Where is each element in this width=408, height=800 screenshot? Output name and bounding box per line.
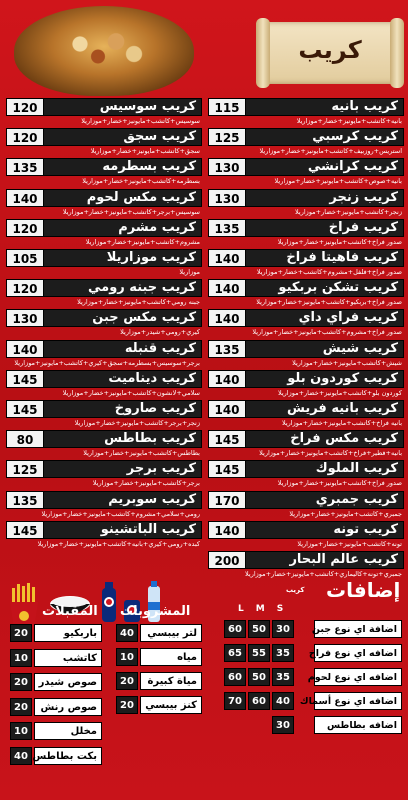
item-description: صدور فراخ+بربكيو+كاتشب+مايونيز+خضار+موزاريلا — [256, 298, 402, 307]
menu-item[interactable] — [208, 551, 404, 581]
item-name: كريب بانيه — [331, 99, 398, 114]
item-name: كريب بسطرمه — [102, 159, 196, 175]
menu-item[interactable] — [208, 249, 404, 279]
addon-price-s: 30 — [272, 716, 294, 734]
item-price: 120 — [6, 219, 44, 237]
item-name: كريب ديناميت — [108, 370, 196, 386]
item-description: استريس+روزبيف+كاتشب+مايونيز+خضار+موزاريلا — [259, 147, 402, 156]
item-description: بانيه+كاتشب+مايونيز+خضار+موزاريلا — [296, 117, 402, 125]
item-price: 145 — [208, 430, 246, 448]
item-name: كريب بانيه فريش — [286, 401, 398, 416]
appetizer-row[interactable] — [10, 624, 102, 642]
item-description: سوسيس+كاتشب+مايونيز+خضار+موزاريلا — [81, 117, 200, 125]
item-description: صدور فراخ+فلفل+مشروم+كاتشب+خضار+موزاريلا — [256, 268, 402, 276]
menu-item[interactable] — [208, 128, 404, 158]
size-s: S — [276, 604, 296, 614]
item-price: 140 — [208, 249, 246, 267]
addon-price-l: 70 — [224, 692, 246, 710]
appetizers-title: المقبلات — [42, 604, 98, 619]
addon-row[interactable] — [212, 716, 402, 734]
item-description: برجر+سوسيس+بسطرمه+سجق+كيري+كاتشب+مايونيز+موزاريلا — [14, 358, 200, 367]
item-description: جبنه رومي+كاتشب+مايونيز+خضار+موزاريلا — [77, 298, 200, 307]
item-name: كريب فراي داي — [298, 310, 398, 326]
addon-price-s: 40 — [272, 692, 294, 710]
addon-price-l: 60 — [224, 668, 246, 686]
drink-label: لتر بيبسي — [140, 624, 202, 642]
appetizer-row[interactable] — [10, 698, 102, 716]
size-l: L — [238, 604, 256, 614]
menu-item[interactable] — [6, 189, 202, 219]
item-price: 145 — [6, 400, 44, 418]
menu-item[interactable] — [6, 98, 202, 128]
menu-item[interactable] — [208, 370, 404, 400]
drink-row[interactable] — [116, 672, 202, 690]
item-price: 125 — [6, 460, 44, 478]
addon-row[interactable] — [212, 692, 402, 710]
addon-label: اضافه اي نوع لحوم — [314, 668, 402, 686]
item-price: 135 — [6, 491, 44, 509]
menu-item[interactable] — [6, 521, 202, 551]
item-name: كريب مشرم — [118, 219, 196, 235]
appetizer-label: بكت بطاطس — [34, 747, 102, 765]
menu-item[interactable] — [6, 279, 202, 309]
menu-item[interactable] — [208, 309, 404, 339]
size-header — [238, 604, 295, 614]
appetizer-label: صوص شيدر — [34, 673, 102, 691]
item-description: جمبري+كاتشب+مايونيز+خضار+موزاريلا — [289, 509, 402, 518]
item-description: سجق+كاتشب+مايونيز+خضار+موزاريلا — [90, 147, 200, 156]
item-price: 130 — [208, 158, 246, 176]
addon-price-l: 60 — [224, 620, 246, 638]
drinks-title: المشروبات — [120, 604, 191, 619]
item-name: كريب موزاريلا — [106, 250, 196, 265]
item-price: 145 — [208, 460, 246, 478]
item-name: كريب تشكن بربكيو — [278, 280, 398, 296]
addon-price-s: 30 — [272, 620, 294, 638]
menu-item[interactable] — [6, 400, 202, 430]
addon-label: اضافه بطاطس — [314, 716, 402, 734]
drink-row[interactable] — [116, 624, 202, 642]
item-name: كريب عالم البحار — [289, 552, 398, 567]
appetizer-row[interactable] — [10, 722, 102, 740]
item-name: كريب جمبري — [315, 491, 398, 507]
addon-price-m: 60 — [248, 692, 270, 710]
appetizer-label: صوص رنش — [34, 698, 102, 716]
drink-label: مياه — [140, 648, 202, 666]
drink-price: 20 — [116, 696, 138, 714]
item-name: كريب قنبله — [124, 340, 196, 356]
item-name: كريب بطاطس — [104, 431, 196, 447]
item-name: كريب جبنه رومي — [88, 280, 196, 296]
drink-label: مياة كبيرة — [140, 672, 202, 690]
addons-title: إضافات — [326, 578, 401, 602]
addons-subtitle: كريب — [286, 586, 305, 594]
item-price: 135 — [208, 340, 246, 358]
drink-label: كنز بيبسي — [140, 696, 202, 714]
menu-item[interactable] — [208, 460, 404, 490]
item-name: كريب سوسيس — [99, 99, 196, 114]
addon-price-s: 35 — [272, 668, 294, 686]
item-price: 140 — [208, 370, 246, 388]
item-name: كريب كرسبي — [312, 129, 398, 145]
appetizer-price: 40 — [10, 747, 32, 765]
item-description: تونه+كاتشب+مايونيز+خضار+موزاريلا — [297, 539, 402, 548]
item-price: 130 — [6, 309, 44, 327]
item-description: شيش+كاتشب+مايونيز+خضار+موزاريلا — [292, 358, 402, 367]
item-price: 200 — [208, 551, 246, 569]
menu-item[interactable] — [6, 491, 202, 521]
item-description: بانيه فراخ+كاتشب+مايونيز+خضار+موزاريلا — [281, 419, 402, 427]
item-description: زنجر+برجر+كاتشب+مايونيز+خضار+موزاريلا — [74, 419, 200, 427]
addon-price-s: 35 — [272, 644, 294, 662]
item-description: كبده+رومي+كيري+بانيه+كاتشب+مايونيز+خضار+موزاريلا — [37, 539, 200, 548]
menu-item[interactable] — [208, 98, 404, 128]
item-price: 80 — [6, 430, 44, 448]
item-description: رومي+سلامي+مشروم+كاتشب+مايونيز+خضار+موزاريلا — [41, 509, 200, 518]
item-price: 120 — [6, 279, 44, 297]
item-name: كريب سجق — [123, 129, 196, 145]
item-price: 135 — [208, 219, 246, 237]
menu-item[interactable] — [6, 158, 202, 188]
addon-label: اضافه اي نوع فراخ — [314, 644, 402, 662]
item-price: 140 — [208, 400, 246, 418]
item-price: 140 — [208, 279, 246, 297]
page-title: كريب — [298, 36, 362, 64]
item-description: بانيه+فطير+فراخ+كاتشب+مايونيز+خضار+موزاريلا — [259, 449, 402, 458]
item-price: 140 — [6, 189, 44, 207]
appetizer-price: 20 — [10, 698, 32, 716]
item-name: كريب مكس فراخ — [290, 431, 398, 447]
addon-price-m: 55 — [248, 644, 270, 662]
menu-item[interactable] — [208, 521, 404, 551]
item-name: كريب مكس جبن — [92, 310, 196, 326]
appetizer-price: 10 — [10, 722, 32, 740]
addon-label: اضافة اي نوع جبن — [314, 620, 402, 638]
drink-price: 10 — [116, 648, 138, 666]
item-name: كريب صاروخ — [114, 401, 196, 416]
item-price: 145 — [6, 370, 44, 388]
drink-row[interactable] — [116, 696, 202, 714]
addon-label: اضافه اي نوع أسماك — [314, 692, 402, 710]
menu-item[interactable] — [208, 279, 404, 309]
item-description: بطاطس+كاتشب+مايونيز+خضار+موزاريلا — [83, 449, 200, 458]
appetizer-price: 20 — [10, 624, 32, 642]
item-price: 170 — [208, 491, 246, 509]
appetizer-row[interactable] — [10, 747, 102, 765]
appetizer-label: كاتشب — [34, 649, 102, 667]
item-name: كريب كوردون بلو — [287, 370, 398, 386]
menu-item[interactable] — [6, 309, 202, 339]
item-price: 125 — [208, 128, 246, 146]
item-price: 105 — [6, 249, 44, 267]
item-price: 120 — [6, 128, 44, 146]
item-name: كريب فراخ — [328, 219, 398, 235]
item-price: 120 — [6, 98, 44, 116]
item-name: كريب الباتشينو — [100, 521, 196, 537]
addon-price-l: 65 — [224, 644, 246, 662]
menu-item[interactable] — [6, 430, 202, 460]
item-name: كريب كرانشي — [307, 159, 398, 175]
appetizer-label: باربكيو — [34, 624, 102, 642]
addon-row[interactable] — [212, 620, 402, 638]
item-price: 130 — [208, 189, 246, 207]
menu-item[interactable] — [6, 249, 202, 279]
item-name: كريب مكس لحوم — [86, 189, 196, 205]
item-description: سلامي+لانشون+كاتشب+مايونيز+خضار+موزاريلا — [62, 388, 200, 397]
item-name: كريب تونه — [333, 521, 398, 537]
item-description: مشروم+كاتشب+مايونيز+خضار+موزاريلا — [85, 237, 200, 246]
item-price: 145 — [6, 521, 44, 539]
item-description: صدور فراخ+كاتشب+مايونيز+خضار+موزاريلا — [277, 479, 402, 488]
addon-price-m: 50 — [248, 620, 270, 638]
crepe-hero-image — [14, 6, 194, 96]
menu-item[interactable] — [208, 400, 404, 430]
menu-item[interactable] — [208, 219, 404, 249]
appetizer-price: 20 — [10, 673, 32, 691]
appetizer-row[interactable] — [10, 649, 102, 667]
item-name: كريب شيش — [322, 340, 398, 356]
menu-item[interactable] — [208, 340, 404, 370]
item-description: صدور فراخ+كاتشب+مايونيز+خضار+موزاريلا — [277, 237, 402, 246]
item-price: 140 — [208, 309, 246, 327]
item-description: صدور فراخ+مشروم+كاتشب+مايونيز+خضار+موزاريلا — [252, 328, 402, 337]
item-description: كيري+رومي+شيدر+موزاريلا — [120, 328, 200, 337]
item-name: كريب سوبريم — [108, 491, 196, 507]
menu-item[interactable] — [208, 158, 404, 188]
item-price: 140 — [208, 521, 246, 539]
item-name: كريب الملوك — [315, 461, 398, 477]
item-description: زنجر+كاتشب+مايونيز+خضار+موزاريلا — [295, 207, 402, 216]
item-name: كريب فاهيتا فراخ — [286, 250, 398, 265]
menu-item[interactable] — [208, 430, 404, 460]
item-price: 140 — [6, 340, 44, 358]
size-m: M — [255, 604, 277, 614]
item-name: كريب زنجر — [329, 189, 398, 205]
item-description: موزاريلا — [179, 268, 200, 276]
drink-price: 40 — [116, 624, 138, 642]
item-price: 135 — [6, 158, 44, 176]
item-description: سوسيس+برجر+كاتشب+مايونيز+خضار+موزاريلا — [62, 207, 200, 216]
item-description: كوردون بلو+كاتشب+مايونيز+خضار+موزاريلا — [277, 388, 402, 397]
item-description: بسطرمه+كاتشب+مايونيز+خضار+موزاريلا — [82, 177, 200, 186]
menu-item[interactable] — [208, 189, 404, 219]
menu-item[interactable] — [6, 128, 202, 158]
menu-item[interactable] — [6, 460, 202, 490]
appetizer-price: 10 — [10, 649, 32, 667]
title-scroll — [262, 22, 398, 84]
drink-price: 20 — [116, 672, 138, 690]
menu-item[interactable] — [208, 491, 404, 521]
addon-price-m: 50 — [248, 668, 270, 686]
appetizer-row[interactable] — [10, 673, 102, 691]
menu-item[interactable] — [6, 219, 202, 249]
menu-item[interactable] — [6, 370, 202, 400]
item-description: جمبري+تونه+كاليماري+كاتشب+مايونيز+خضار+موزاريلا — [245, 570, 402, 578]
menu-item[interactable] — [6, 340, 202, 370]
drink-row[interactable] — [116, 648, 202, 666]
item-price: 115 — [208, 98, 246, 116]
addon-row[interactable] — [212, 644, 402, 662]
item-name: كريب برجر — [126, 461, 196, 477]
item-description: بانيه+صوص+كاتشب+مايونيز+خضار+موزاريلا — [274, 177, 402, 186]
addon-row[interactable] — [212, 668, 402, 686]
appetizer-label: مخلل — [34, 722, 102, 740]
item-description: برجر+كاتشب+مايونيز+خضار+موزاريلا — [92, 479, 200, 488]
